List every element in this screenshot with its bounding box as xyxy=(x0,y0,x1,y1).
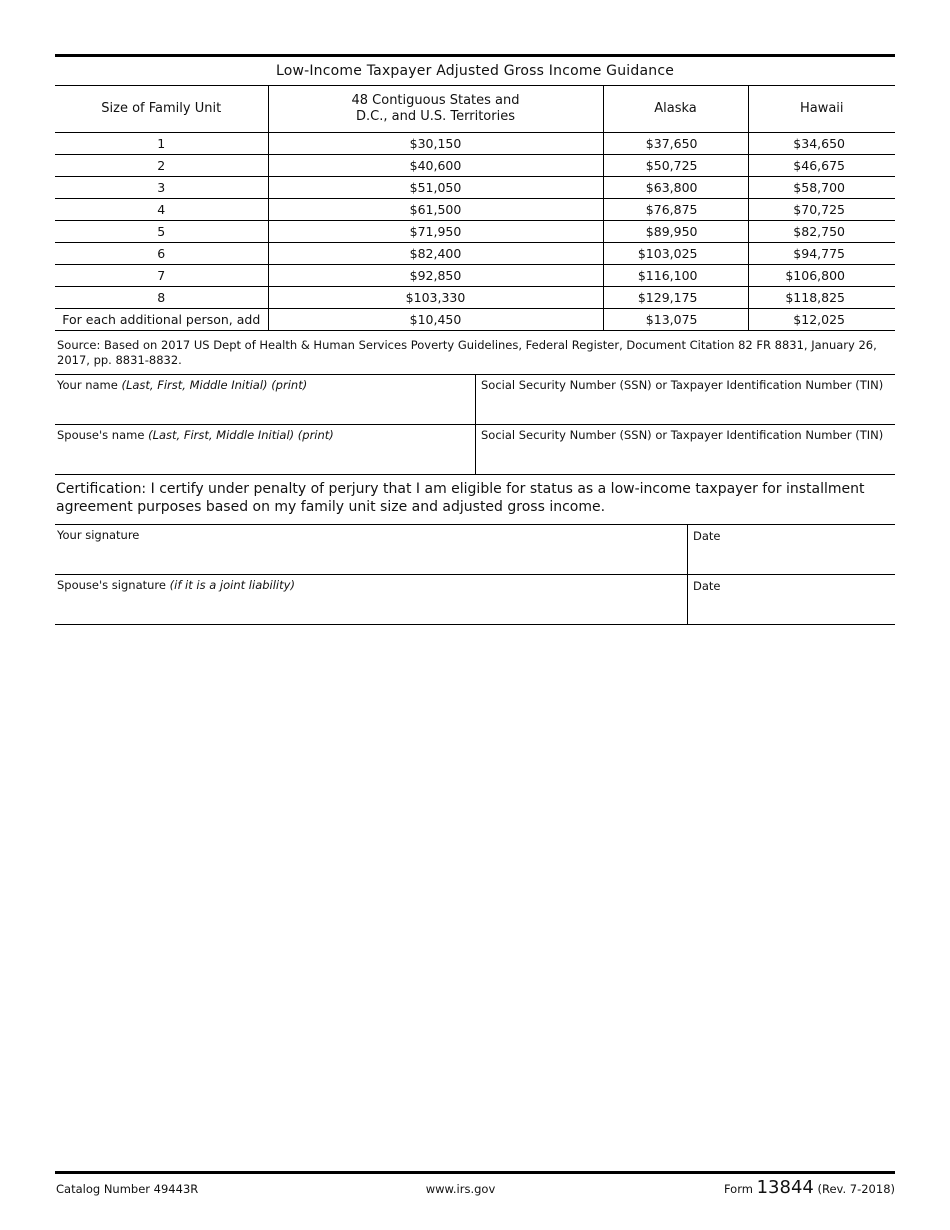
header-size: Size of Family Unit xyxy=(55,86,268,133)
cell-hawaii: $94,775 xyxy=(748,243,895,265)
cell-hawaii: $46,675 xyxy=(748,155,895,177)
form-id xyxy=(724,1177,895,1198)
form-page xyxy=(55,54,895,625)
your-signature-field[interactable] xyxy=(55,525,688,574)
cell-alaska: $50,725 xyxy=(603,155,748,177)
your-signature-row xyxy=(55,525,895,575)
cell-size: 2 xyxy=(55,155,268,177)
cell-hawaii: $12,025 xyxy=(748,309,895,331)
table-title: Low-Income Taxpayer Adjusted Gross Income Guidance xyxy=(55,57,895,86)
cell-alaska: $103,025 xyxy=(603,243,748,265)
cell-contiguous: $61,500 xyxy=(268,199,603,221)
form-revision: (Rev. 7-2018) xyxy=(817,1182,895,1196)
form-number: 13844 xyxy=(756,1177,814,1198)
spouse-signature-row xyxy=(55,575,895,625)
cell-hawaii: $118,825 xyxy=(748,287,895,309)
spouse-date-label: Date xyxy=(693,579,721,593)
cell-size: 1 xyxy=(55,133,268,155)
table-row xyxy=(55,287,895,309)
cell-hawaii: $82,750 xyxy=(748,221,895,243)
spouse-signature-label: Spouse's signature xyxy=(57,578,166,592)
cell-hawaii: $34,650 xyxy=(748,133,895,155)
your-ssn-field[interactable] xyxy=(476,375,895,424)
certification-heading: Certification: xyxy=(56,481,147,497)
spouse-signature-field[interactable] xyxy=(55,575,688,624)
spouse-ssn-field[interactable] xyxy=(476,425,895,474)
cell-size: 5 xyxy=(55,221,268,243)
cell-size: 8 xyxy=(55,287,268,309)
cell-hawaii: $58,700 xyxy=(748,177,895,199)
cell-alaska: $13,075 xyxy=(603,309,748,331)
cell-size: 4 xyxy=(55,199,268,221)
cell-contiguous: $82,400 xyxy=(268,243,603,265)
spouse-ssn-label: Social Security Number (SSN) or Taxpayer Identification Number (TIN) xyxy=(481,428,884,442)
table-header-row xyxy=(55,86,895,133)
your-date-label: Date xyxy=(693,529,721,543)
table-row xyxy=(55,177,895,199)
spouse-name-label: Spouse's name xyxy=(57,428,145,442)
page-footer xyxy=(55,1171,895,1198)
cell-contiguous: $92,850 xyxy=(268,265,603,287)
cell-contiguous: $103,330 xyxy=(268,287,603,309)
spouse-signature-hint: (if it is a joint liability) xyxy=(169,578,295,592)
header-alaska: Alaska xyxy=(603,86,748,133)
table-row-additional xyxy=(55,309,895,331)
cell-contiguous: $30,150 xyxy=(268,133,603,155)
cell-hawaii: $106,800 xyxy=(748,265,895,287)
header-contiguous xyxy=(268,86,603,133)
your-info-row xyxy=(55,375,895,425)
spouse-date-field[interactable] xyxy=(688,575,895,624)
certification-text: I certify under penalty of perjury that I am eligible for status as a low-income taxpayer for installment agreement purposes based on my family unit size and adjusted gross income. xyxy=(56,481,865,515)
cell-contiguous: $51,050 xyxy=(268,177,603,199)
form-prefix: Form xyxy=(723,1182,753,1196)
cell-contiguous: $40,600 xyxy=(268,155,603,177)
cell-alaska: $89,950 xyxy=(603,221,748,243)
your-ssn-label: Social Security Number (SSN) or Taxpayer Identification Number (TIN) xyxy=(481,378,884,392)
your-name-hint: (Last, First, Middle Initial) (print) xyxy=(121,378,308,392)
cell-contiguous: $71,950 xyxy=(268,221,603,243)
header-contiguous-line2: D.C., and U.S. Territories xyxy=(356,109,515,124)
your-name-field[interactable] xyxy=(55,375,476,424)
spouse-info-row xyxy=(55,425,895,475)
your-date-field[interactable] xyxy=(688,525,895,574)
cell-alaska: $76,875 xyxy=(603,199,748,221)
source-note: Source: Based on 2017 US Dept of Health & Human Services Poverty Guidelines, Federal Register, Document Citation 82 FR 8831, January 26, 2017, pp. 8831-8832. xyxy=(55,331,895,375)
spouse-name-field[interactable] xyxy=(55,425,476,474)
table-row xyxy=(55,155,895,177)
cell-alaska: $63,800 xyxy=(603,177,748,199)
cell-alaska: $37,650 xyxy=(603,133,748,155)
table-row xyxy=(55,199,895,221)
agi-guidance-table xyxy=(55,86,895,331)
header-contiguous-line1: 48 Contiguous States and xyxy=(351,93,520,108)
catalog-number: Catalog Number 49443R xyxy=(56,1182,199,1196)
table-row xyxy=(55,243,895,265)
cell-alaska: $116,100 xyxy=(603,265,748,287)
cell-contiguous: $10,450 xyxy=(268,309,603,331)
table-row xyxy=(55,221,895,243)
cell-size: 3 xyxy=(55,177,268,199)
cell-alaska: $129,175 xyxy=(603,287,748,309)
table-row xyxy=(55,265,895,287)
spouse-name-hint: (Last, First, Middle Initial) (print) xyxy=(148,428,334,442)
cell-hawaii: $70,725 xyxy=(748,199,895,221)
table-row xyxy=(55,133,895,155)
your-signature-label: Your signature xyxy=(57,528,140,542)
cell-size: 7 xyxy=(55,265,268,287)
website-link: www.irs.gov xyxy=(425,1182,496,1196)
cell-size: 6 xyxy=(55,243,268,265)
header-hawaii: Hawaii xyxy=(748,86,895,133)
cell-size: For each additional person, add xyxy=(55,309,268,331)
certification xyxy=(55,475,895,525)
your-name-label: Your name xyxy=(57,378,118,392)
